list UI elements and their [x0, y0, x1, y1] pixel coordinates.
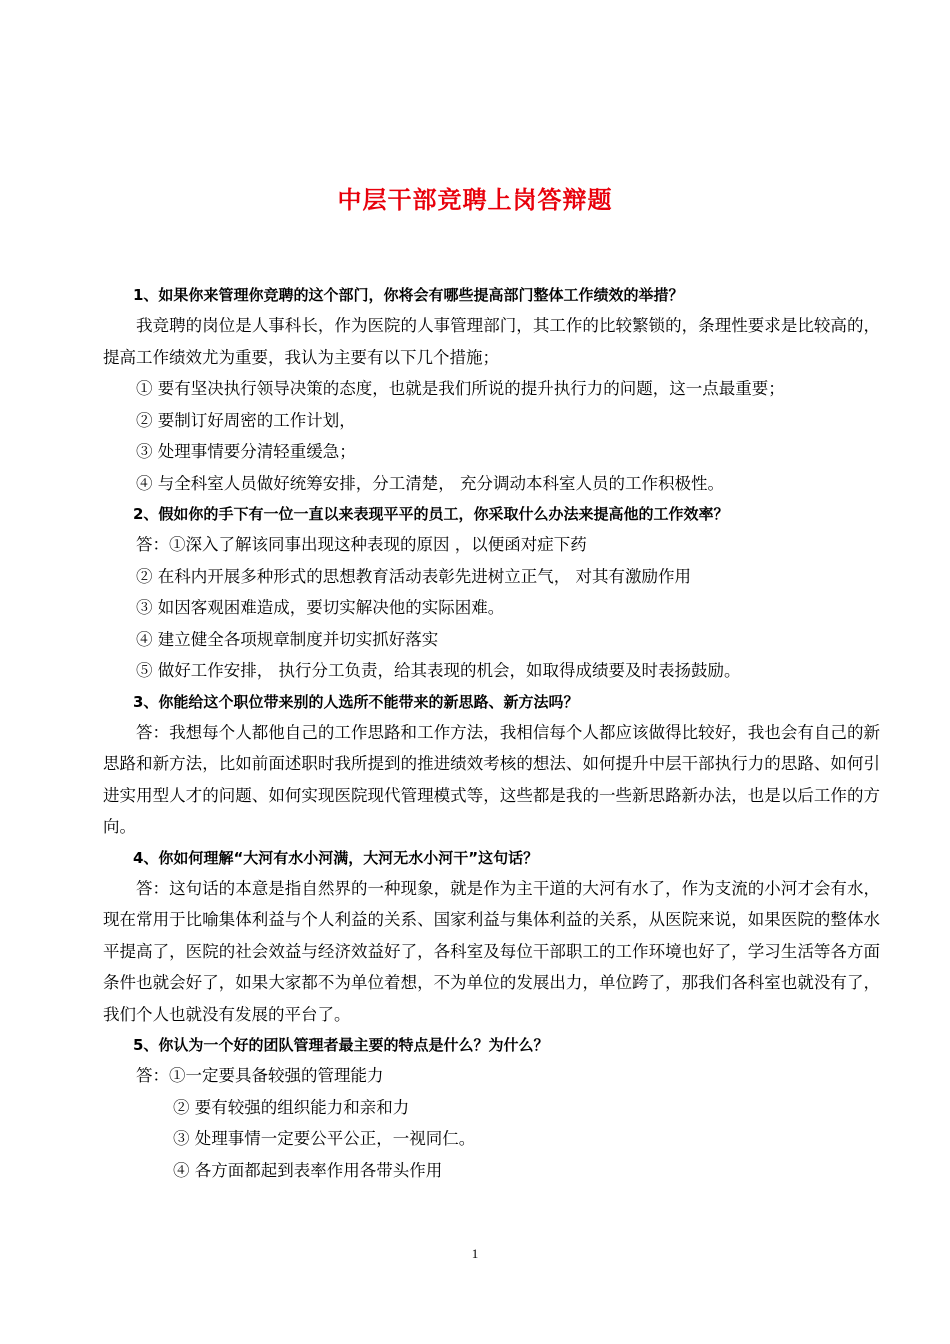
- answer-2-item: ③ 如因客观困难造成，要切实解决他的实际困难。: [136, 598, 505, 617]
- answer-2-item: ⑤ 做好工作安排， 执行分工负责，给其表现的机会，如取得成绩要及时表扬鼓励。: [136, 661, 741, 680]
- question-4: 4、你如何理解“大河有水小河满，大河无水小河干”这句话？: [133, 848, 539, 867]
- document-body: [103, 280, 880, 1186]
- page-number: 1: [471, 1246, 479, 1261]
- answer-2-item: ② 在科内开展多种形式的思想教育活动表彰先进树立正气， 对其有激励作用: [136, 566, 691, 586]
- document-title: 中层干部竞聘上岗答辩题: [337, 186, 613, 214]
- answer-4: 答：这句话的本意是指自然界的一种现象，就是作为主干道的大河有水了，作为支流的小河才会有水，现在常用于比喻集体利益与个人利益的关系、国家利益与集体利益的关系，从医院来说，如果医院的整体水平提高了，医院的社会效益与经济效益好了，各科室及每位干部职工的工作环境也好了，学习生活等各方面条件也就会好了，如果大家都不为单位着想，不为单位的发展出力，单位跨了，那我们各科室也就没有了，我们个人也就没有发展的平台了。: [103, 878, 880, 1024]
- answer-2-item: 答：①深入了解该同事出现这种表现的原因 ，以便函对症下药: [136, 535, 587, 554]
- answer-5-item: ③ 处理事情一定要公平公正，一视同仁。: [173, 1129, 476, 1148]
- answer-1-item: ③ 处理事情要分清轻重缓急；: [136, 442, 356, 461]
- answer-1-item: ① 要有坚决执行领导决策的态度，也就是我们所说的提升执行力的问题，这一点最重要；: [136, 379, 785, 398]
- answer-3: 答：我想每个人都他自己的工作思路和工作方法，我相信每个人都应该做得比较好，我也会有自己的新思路和新方法，比如前面述职时我所提到的推进绩效考核的想法、如何提升中层干部执行力的思路、如何引进实用型人才的问题、如何实现医院现代管理模式等，这些都是我的一些新思路新办法，也是以后工作的方向。: [103, 722, 880, 836]
- answer-2-item: ④ 建立健全各项规章制度并切实抓好落实: [136, 629, 439, 649]
- answer-5-item: ② 要有较强的组织能力和亲和力: [173, 1097, 410, 1117]
- answer-1-item: ② 要制订好周密的工作计划，: [136, 410, 356, 430]
- answer-5-first: 答：①一定要具备较强的管理能力: [136, 1066, 384, 1085]
- answer-1-intro: 我竞聘的岗位是人事科长，作为医院的人事管理部门，其工作的比较繁锁的，条理性要求是比较高的，提高工作绩效尤为重要，我认为主要有以下几个措施；: [103, 316, 880, 367]
- question-1: 1、如果你来管理你竞聘的这个部门，你将会有哪些提高部门整体工作绩效的举措？: [133, 286, 684, 304]
- answer-1-item: ④ 与全科室人员做好统筹安排，分工清楚， 充分调动本科室人员的工作积极性。: [136, 473, 724, 493]
- question-5: 5、你认为一个好的团队管理者最主要的特点是什么？为什么？: [133, 1036, 549, 1054]
- answer-5-item: ④ 各方面都起到表率作用各带头作用: [173, 1160, 443, 1180]
- question-3: 3、你能给这个职位带来别的人选所不能带来的新思路、新方法吗？: [133, 692, 579, 711]
- question-2: 2、假如你的手下有一位一直以来表现平平的员工，你采取什么办法来提高他的工作效率？: [133, 505, 729, 523]
